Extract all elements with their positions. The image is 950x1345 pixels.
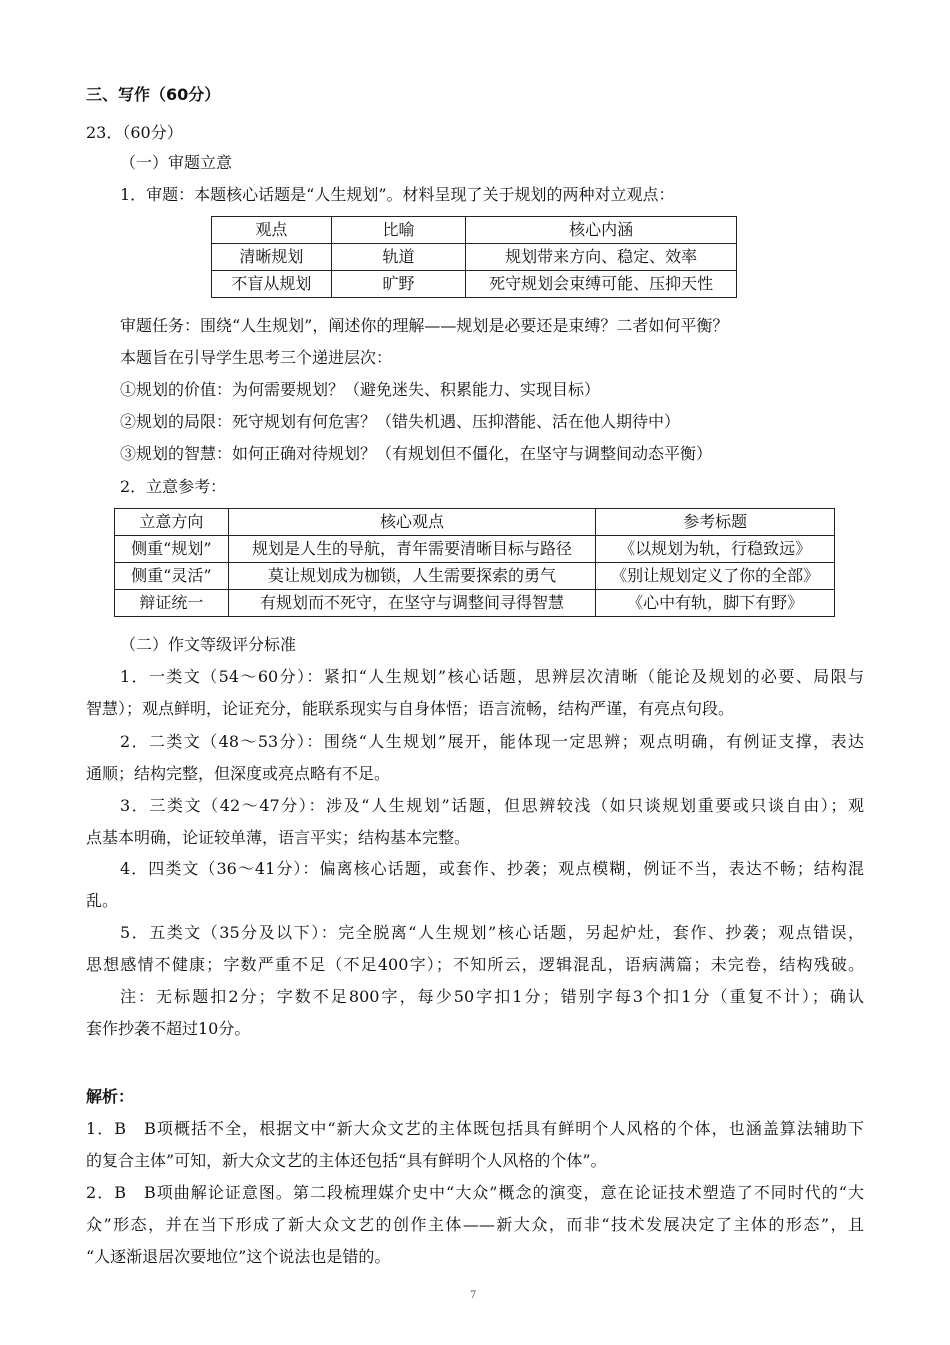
table-cell: 死守规划会束缚可能、压抑天性 [466,271,737,298]
grade-line: 乱。 [86,891,119,910]
table-header-cell: 核心观点 [228,509,596,536]
table-cell: 旷野 [331,271,465,298]
table-row [115,590,835,617]
table-row [115,563,835,590]
grade-line: 思想感情不健康；字数严重不足（不足400字）；不知所云，逻辑混乱，语病满篇；未完卷，结构残破。 [86,955,864,974]
section-heading: 三、写作（60分） [86,85,221,104]
grade-line: 4．四类文（36～41分）：偏离核心话题，或套作、抄袭；观点模糊，例证不当，表达不畅；结构混 [120,859,864,878]
grade-line: 智慧）；观点鲜明，论证充分，能联系现实与自身体悟；语言流畅，结构严谨，有亮点句段。 [86,699,735,718]
table-row [115,536,835,563]
analysis-line: 众”形态，并在当下形成了新大众文艺的创作主体——新大众，而非“技术发展决定了主体的形态”，且 [86,1215,864,1234]
table-cell: 清晰规划 [212,244,332,271]
grade-line: 点基本明确，论证较单薄，语言平实；结构基本完整。 [86,828,471,847]
level-item: ②规划的局限：死守规划有何危害？（错失机遇、压抑潜能、活在他人期待中） [120,412,681,431]
levels-intro: 本题旨在引导学生思考三个递进层次： [120,348,393,367]
table-cell: 辩证统一 [115,590,229,617]
part1-title: （一）审题立意 [120,153,233,172]
table-row [212,271,737,298]
part2-title: （二）作文等级评分标准 [120,635,297,654]
table-cell: 《心中有轨，脚下有野》 [596,590,835,617]
grade-line: 1．一类文（54～60分）：紧扣“人生规划”核心话题，思辨层次清晰（能论及规划的必要、局限与 [120,667,864,686]
question-number: 23．（60分） [86,123,183,142]
table-header-row [212,217,737,244]
grade-line: 通顺；结构完整，但深度或亮点略有不足。 [86,764,391,783]
level-item: ③规划的智慧：如何正确对待规划？（有规划但不僵化，在坚守与调整间动态平衡） [120,444,713,463]
grade-line: 5．五类文（35分及以下）：完全脱离“人生规划”核心话题，另起炉灶，套作、抄袭；观点错误， [120,923,864,942]
table-cell: 有规划而不死守，在坚守与调整间寻得智慧 [228,590,596,617]
grade-line: 2．二类文（48～53分）：围绕“人生规划”展开，能体现一定思辨；观点明确，有例证支撑，表达 [120,732,864,751]
analysis-line: 的复合主体”可知，新大众文艺的主体还包括“具有鲜明个人风格的个体”。 [86,1151,607,1170]
table-header-cell: 参考标题 [596,509,835,536]
viewpoint-table [211,216,737,298]
table-header-row [115,509,835,536]
table-header-cell: 核心内涵 [466,217,737,244]
table-cell: 不盲从规划 [212,271,332,298]
theme-reference-table [114,508,835,617]
table-cell: 莫让规划成为枷锁，人生需要探索的勇气 [228,563,596,590]
level-item: ①规划的价值：为何需要规划？（避免迷失、积累能力、实现目标） [120,380,601,399]
table-cell: 轨道 [331,244,465,271]
analysis-title: 解析： [86,1087,135,1106]
table-cell: 规划是人生的导航，青年需要清晰目标与路径 [228,536,596,563]
analysis-line: 2．B B项曲解论证意图。第二段梳理媒介史中“大众”概念的演变，意在论证技术塑造了不同时代的“大 [86,1183,864,1202]
page-number: 7 [470,1290,477,1301]
analysis-line: “人逐渐退居次要地位”这个说法也是错的。 [86,1247,391,1266]
note-line: 注：无标题扣2分；字数不足800字，每少50字扣1分；错别字每3个扣1分（重复不计）；确认 [120,987,864,1006]
table-cell: 《以规划为轨，行稳致远》 [596,536,835,563]
table-row [212,244,737,271]
analysis-line: 1．B B项概括不全，根据文中“新大众文艺的主体既包括具有鲜明个人风格的个体，也涵盖算法辅助下 [86,1119,864,1138]
table-cell: 侧重“规划” [115,536,229,563]
task-statement: 审题任务：围绕“人生规划”，阐述你的理解——规划是必要还是束缚？二者如何平衡？ [120,316,729,335]
grade-line: 3．三类文（42～47分）：涉及“人生规划”话题，但思辨较浅（如只谈规划重要或只谈自由）；观 [120,796,864,815]
table-header-cell: 立意方向 [115,509,229,536]
table-cell: 《别让规划定义了你的全部》 [596,563,835,590]
table-cell: 侧重“灵活” [115,563,229,590]
table-header-cell: 比喻 [331,217,465,244]
table-cell: 规划带来方向、稳定、效率 [466,244,737,271]
table-header-cell: 观点 [212,217,332,244]
part1-item1-intro: 1．审题：本题核心话题是“人生规划”。材料呈现了关于规划的两种对立观点： [120,185,675,204]
note-line: 套作抄袭不超过10分。 [86,1019,251,1038]
part1-item2-intro: 2．立意参考： [120,477,227,496]
